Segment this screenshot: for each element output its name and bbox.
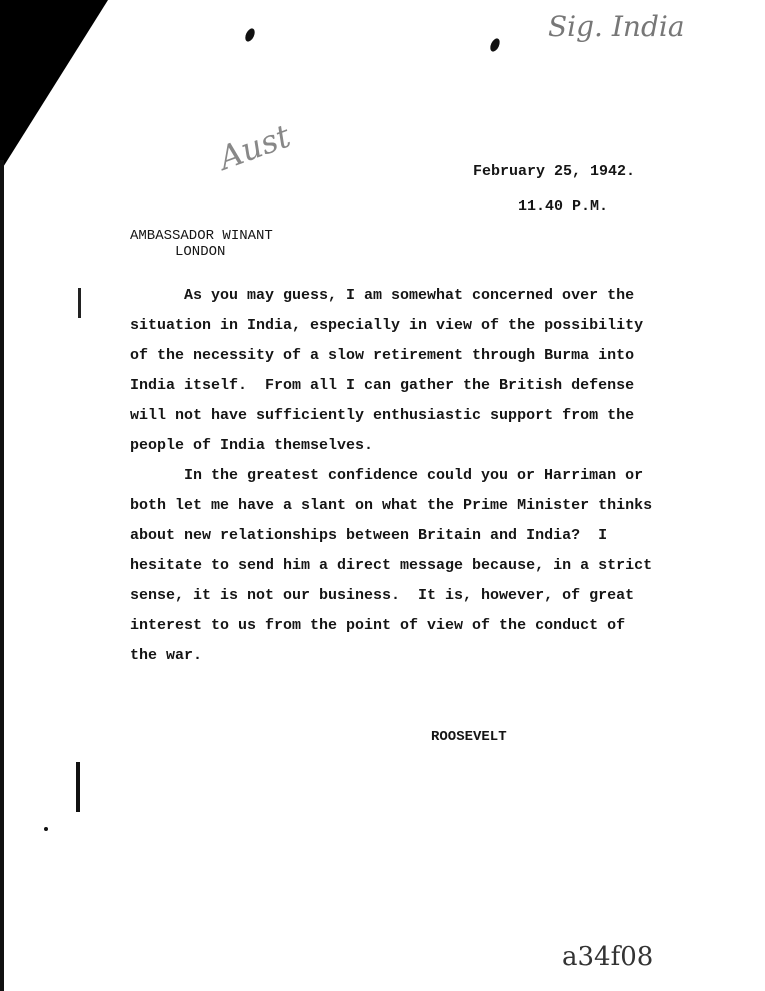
body-line: interest to us from the point of view of the conduct of [130, 617, 626, 634]
archive-number: a34f08 [562, 942, 654, 972]
body-line: sense, it is not our business. It is, however, of great [130, 587, 635, 604]
body-line: hesitate to send him a direct message because, in a strict [130, 557, 653, 574]
body-line: India itself. From all I can gather the British defense [130, 377, 635, 394]
handwritten-initials: Aust [213, 116, 296, 178]
body-line: of the necessity of a slow retirement through Burma into [130, 347, 635, 364]
body-line: the war. [130, 647, 203, 664]
letter-time: 11.40 P.M. [518, 198, 609, 215]
recipient-city: LONDON [175, 244, 226, 260]
body-line: As you may guess, I am somewhat concerned over the [184, 287, 635, 304]
handwritten-annotation-top: Sig. India [548, 10, 685, 43]
body-line: both let me have a slant on what the Prime Minister thinks [130, 497, 653, 514]
signature: ROOSEVELT [431, 729, 507, 745]
body-line: situation in India, especially in view of the possibility [130, 317, 644, 334]
body-line: In the greatest confidence could you or Harriman or [184, 467, 644, 484]
body-line: about new relationships between Britain and India? I [130, 527, 608, 544]
letter-date: February 25, 1942. [473, 163, 636, 180]
body-line: will not have sufficiently enthusiastic support from the [130, 407, 635, 424]
body-line: people of India themselves. [130, 437, 374, 454]
recipient-name: AMBASSADOR WINANT [130, 228, 273, 244]
